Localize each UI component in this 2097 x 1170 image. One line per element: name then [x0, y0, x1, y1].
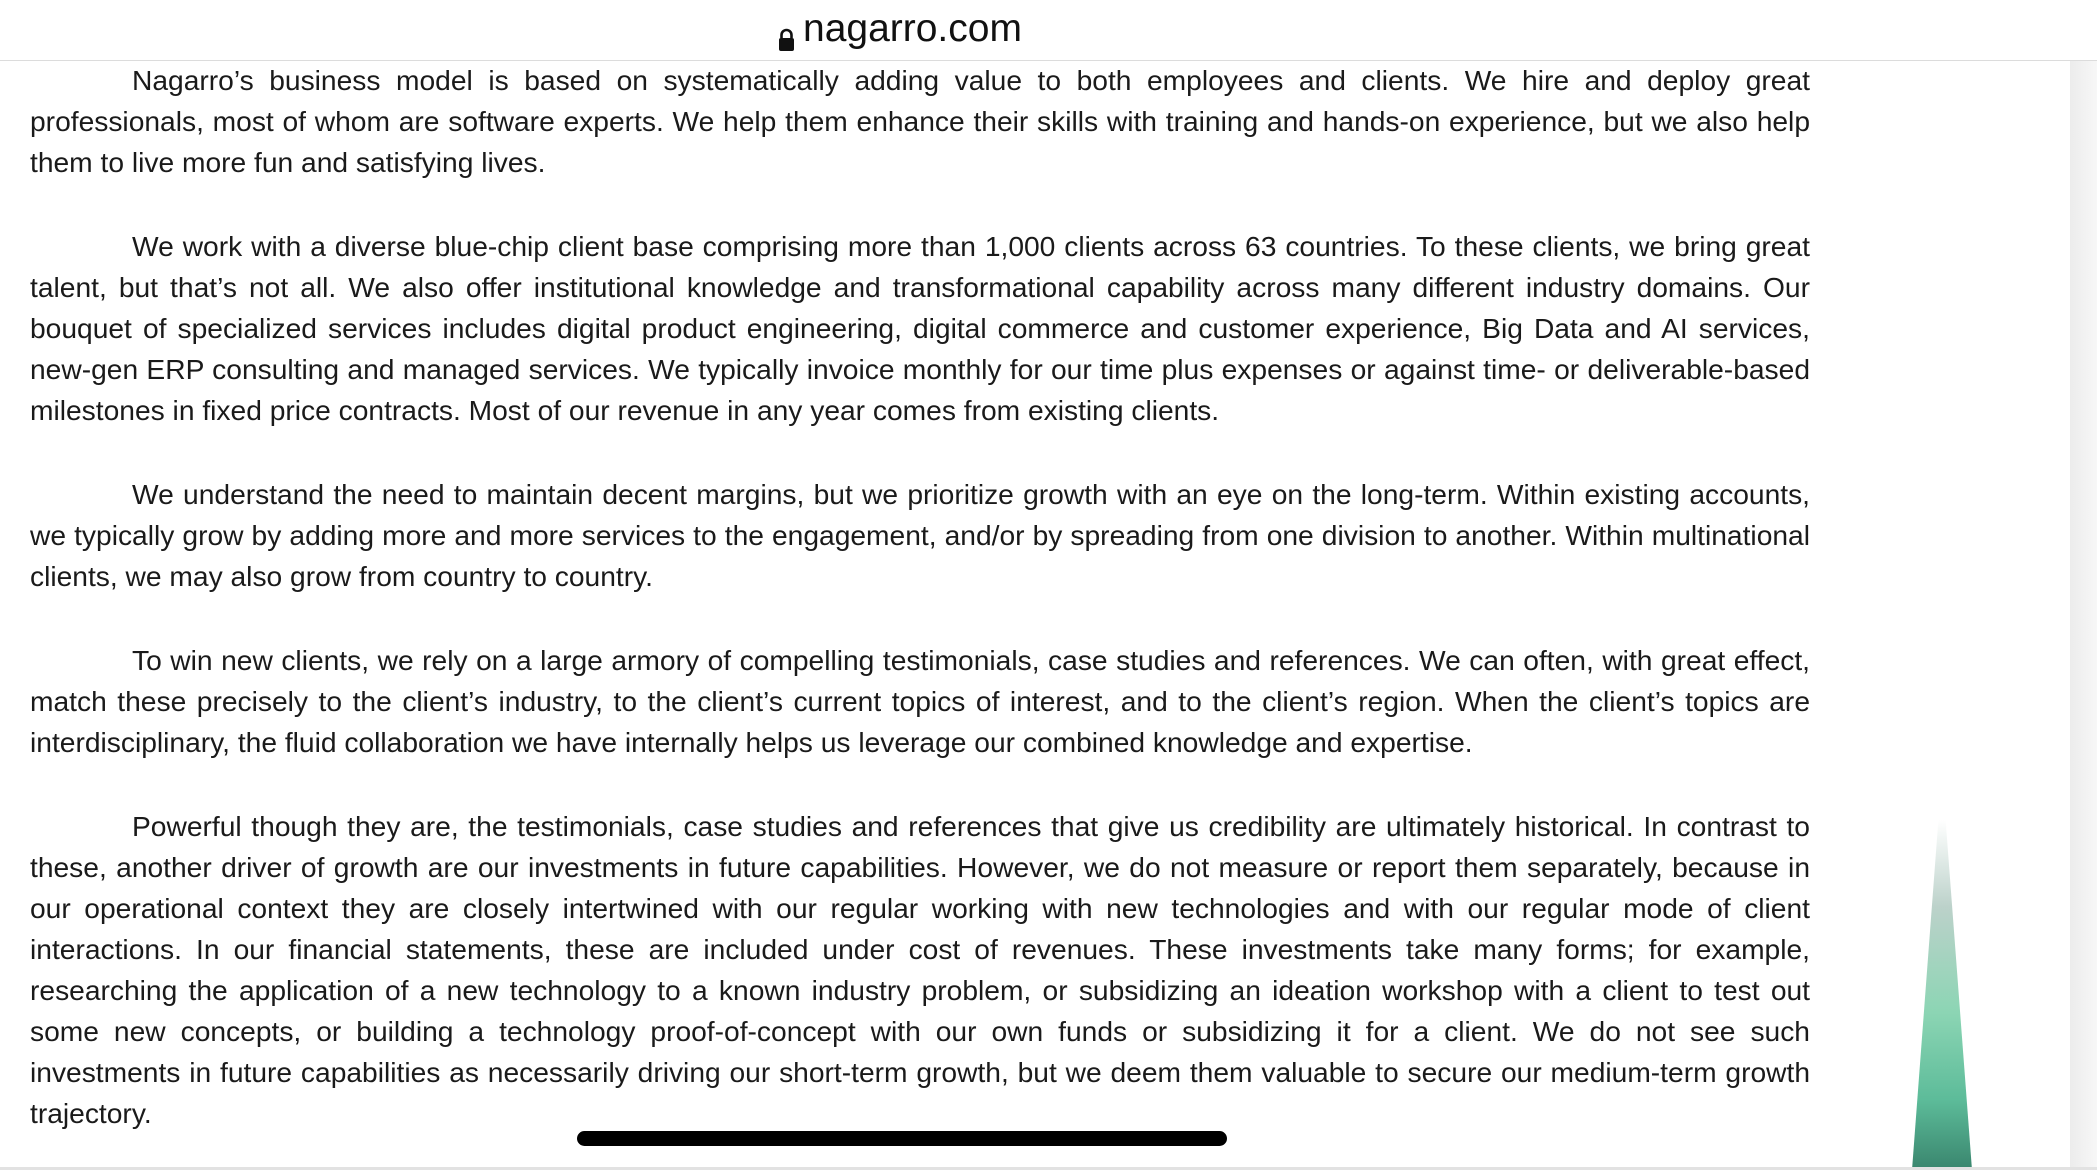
- paragraph-growth-priority: We understand the need to maintain decent margins, but we prioritize growth with an eye on the long-term. Within existing accounts, we typically grow by adding more and more services to the engagement, and/or by spreading from one division to another. Within multinational clients, we may also grow from country to country.: [30, 478, 1810, 592]
- decorative-gradient-band: [1912, 820, 1972, 1170]
- domain-text: nagarro.com: [803, 7, 1022, 50]
- home-indicator[interactable]: [577, 1131, 1227, 1146]
- paragraph-new-clients: To win new clients, we rely on a large armory of compelling testimonials, case studies and references. We can often, with great effect, match these precisely to the client’s industry, to the client’s current topics of interest, and to the client’s region. When the client’s topics are interdisciplinary, the fluid collaboration we have internally helps us leverage our combined knowledge and expertise.: [30, 644, 1810, 758]
- url-display[interactable]: [778, 5, 1022, 53]
- paragraph-future-capabilities: Powerful though they are, the testimonials, case studies and references that give us credibility are ultimately historical. In contrast to these, another driver of growth are our investments in future capabilities. However, we do not measure or report them separately, because in our operational context they are closely intertwined with our regular working with new technologies and with our regular mode of client interactions. In our financial statements, these are included under cost of revenues. These investments take many forms; for example, researching the application of a new technology to a known industry problem, or subsidizing an ideation workshop with a client to test out some new concepts, or building a technology proof-of-concept with our own funds or subsidizing it for a client. We do not see such investments in future capabilities as necessarily driving our short-term growth, but we deem them valuable to secure our medium-term growth trajectory.: [30, 810, 1810, 1129]
- address-bar[interactable]: [0, 0, 2097, 61]
- paragraph-client-base: We work with a diverse blue-chip client base comprising more than 1,000 clients across 63 countries. To these clients, we bring great talent, but that’s not all. We also offer institutional knowledge and transformational capability across many different industry domains. Our bouquet of specialized services includes digital product engineering, digital commerce and customer experience, Big Data and AI services, new-gen ERP consulting and managed services. We typically invoice monthly for our time plus expenses or against time- or deliverable-based milestones in fixed price contracts. Most of our revenue in any year comes from existing clients.: [30, 230, 1810, 426]
- document-body: [30, 60, 1810, 1170]
- lock-icon: [778, 19, 795, 44]
- paragraph-business-model: Nagarro’s business model is based on systematically adding value to both employees and clients. We hire and deploy great professionals, most of whom are software experts. We help them enhance their skills with training and hands-on experience, but we also help them to live more fun and satisfying lives.: [30, 64, 1810, 178]
- page-edge-shadow: [2070, 60, 2097, 1170]
